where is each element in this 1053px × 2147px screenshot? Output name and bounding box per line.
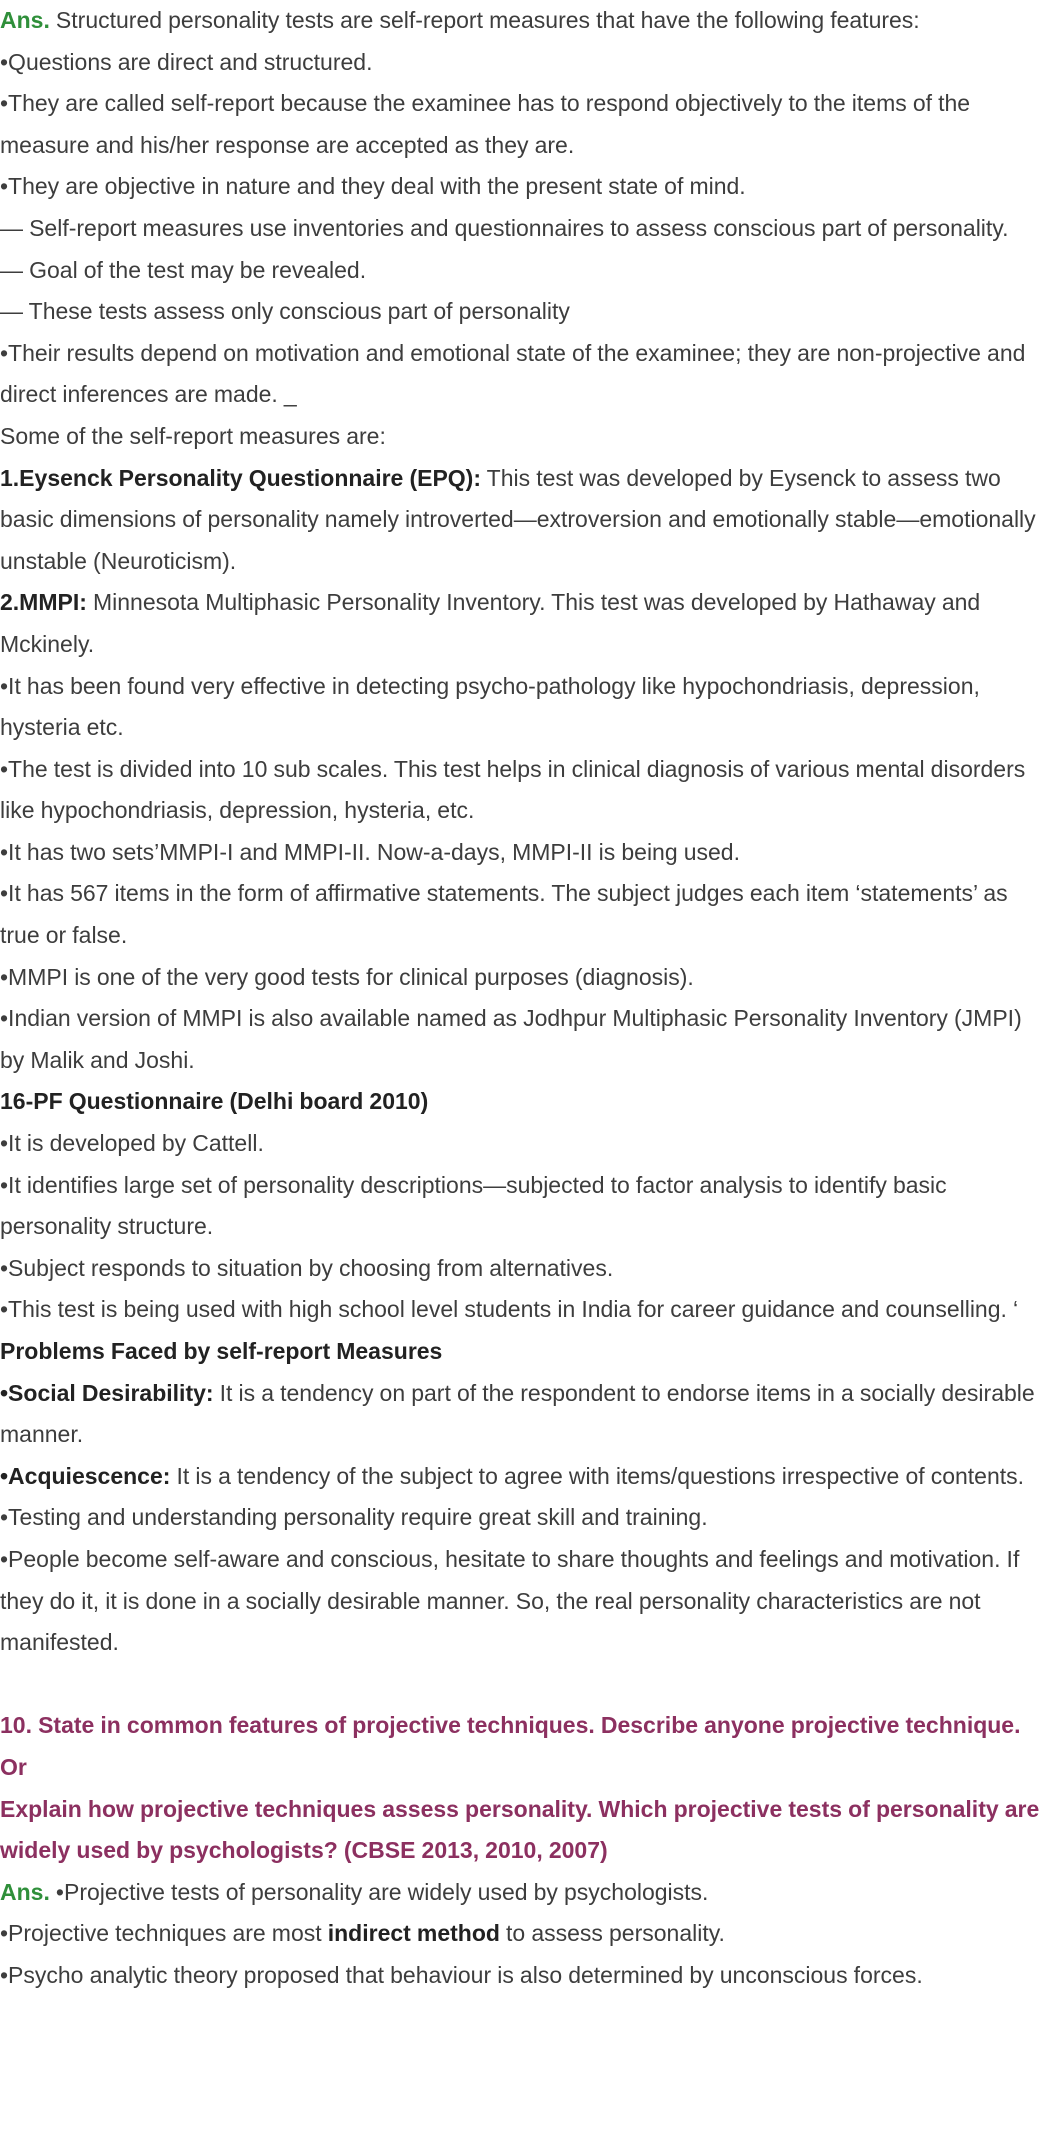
16pf-point: •This test is being used with high school level students in India for career guidance and counselling. ‘	[0, 1296, 1019, 1323]
answer-10	[0, 1872, 1045, 1914]
answer-10-point-bold: indirect method	[327, 1920, 500, 1947]
mmpi-point: •Indian version of MMPI is also available named as Jodhpur Multiphasic Personality Inventory (JMPI) by Malik and Joshi.	[0, 1005, 1022, 1073]
answer-intro-text: Structured personality tests are self-report measures that have the following features:	[49, 7, 920, 33]
mmpi-point: •MMPI is one of the very good tests for clinical purposes (diagnosis).	[0, 963, 694, 990]
spacer	[0, 1664, 1045, 1706]
problem-label: •Acquiescence:	[0, 1462, 171, 1489]
measure-epq	[0, 458, 1045, 583]
answer-label: Ans.	[0, 7, 50, 33]
mmpi-point: •It has two sets’MMPI-I and MMPI-II. Now-a-days, MMPI-II is being used.	[0, 838, 740, 865]
feature-subitem: — These tests assess only conscious part of personality	[0, 298, 570, 325]
question-10: 10. State in common features of projective techniques. Describe anyone projective technique.	[0, 1712, 1021, 1739]
paragraph: Some of the self-report measures are:	[0, 422, 386, 449]
16pf-point: •It is developed by Cattell.	[0, 1130, 264, 1157]
feature-subitem: — Self-report measures use inventories and questionnaires to assess conscious part of personality.	[0, 214, 1009, 241]
answer-intro	[0, 0, 1045, 42]
answer-10-point	[0, 1913, 1045, 1955]
problem-item: •People become self-aware and conscious, hesitate to share thoughts and feelings and motivation. If they do it, it is done in a socially desirable manner. So, the real personality characteristics are not manifested.	[0, 1545, 1020, 1656]
problem-text: It is a tendency of the subject to agree with items/questions irrespective of contents.	[170, 1462, 1025, 1489]
mmpi-point: •The test is divided into 10 sub scales. This test helps in clinical diagnosis of various mental disorders like hypochondriasis, depression, hysteria, etc.	[0, 755, 1026, 824]
feature-item: •They are objective in nature and they deal with the present state of mind.	[0, 173, 746, 200]
measure-epq-text: This test was developed by Eysenck to assess two basic dimensions of personality namely introverted—extroversion and emotionally stable—emotionally unstable (Neuroticism).	[0, 464, 1036, 574]
measure-epq-heading: 1.Eysenck Personality Questionnaire (EPQ):	[0, 464, 481, 491]
measure-mmpi	[0, 582, 1045, 665]
feature-item: •They are called self-report because the examinee has to respond objectively to the items of the measure and his/her response are accepted as they are.	[0, 90, 971, 158]
16pf-point: •It identifies large set of personality descriptions—subjected to factor analysis to identify basic personality structure.	[0, 1171, 947, 1240]
feature-item: •Questions are direct and structured.	[0, 48, 373, 75]
mmpi-point: •It has been found very effective in detecting psycho-pathology like hypochondriasis, depression, hysteria etc.	[0, 672, 980, 741]
feature-subitem: — Goal of the test may be revealed.	[0, 256, 367, 283]
16pf-point: •Subject responds to situation by choosing from alternatives.	[0, 1254, 614, 1281]
measure-mmpi-text: Minnesota Multiphasic Personality Inventory. This test was developed by Hathaway and Mckinely.	[0, 589, 981, 657]
answer-label: Ans.	[0, 1878, 50, 1905]
problem-item	[0, 1373, 1045, 1456]
problems-heading: Problems Faced by self-report Measures	[0, 1338, 443, 1364]
problem-label: •Social Desirability:	[0, 1379, 214, 1406]
answer-10-point-post: to assess personality.	[499, 1920, 725, 1947]
measure-mmpi-heading: 2.MMPI:	[0, 589, 87, 616]
answer-10-point-pre: •Projective techniques are most	[0, 1920, 328, 1947]
answer-10-text: •Projective tests of personality are widely used by psychologists.	[49, 1878, 709, 1905]
mmpi-point: •It has 567 items in the form of affirmative statements. The subject judges each item ‘statements’ as true or false.	[0, 880, 1008, 949]
answer-10-point: •Psycho analytic theory proposed that behaviour is also determined by unconscious forces.	[0, 1961, 923, 1988]
measure-16pf-heading: 16-PF Questionnaire (Delhi board 2010)	[0, 1088, 429, 1115]
question-or: Or	[0, 1753, 27, 1780]
problem-item	[0, 1456, 1045, 1498]
feature-item: •Their results depend on motivation and emotional state of the examinee; they are non-projective and direct inferences are made. _	[0, 339, 1026, 408]
problem-text: It is a tendency on part of the respondent to endorse items in a socially desirable manner.	[0, 1379, 1035, 1448]
problem-item: •Testing and understanding personality require great skill and training.	[0, 1504, 708, 1531]
question-10-alt: Explain how projective techniques assess personality. Which projective tests of personality are widely used by psychologists? (CBSE 2013, 2010, 2007)	[0, 1795, 1040, 1864]
